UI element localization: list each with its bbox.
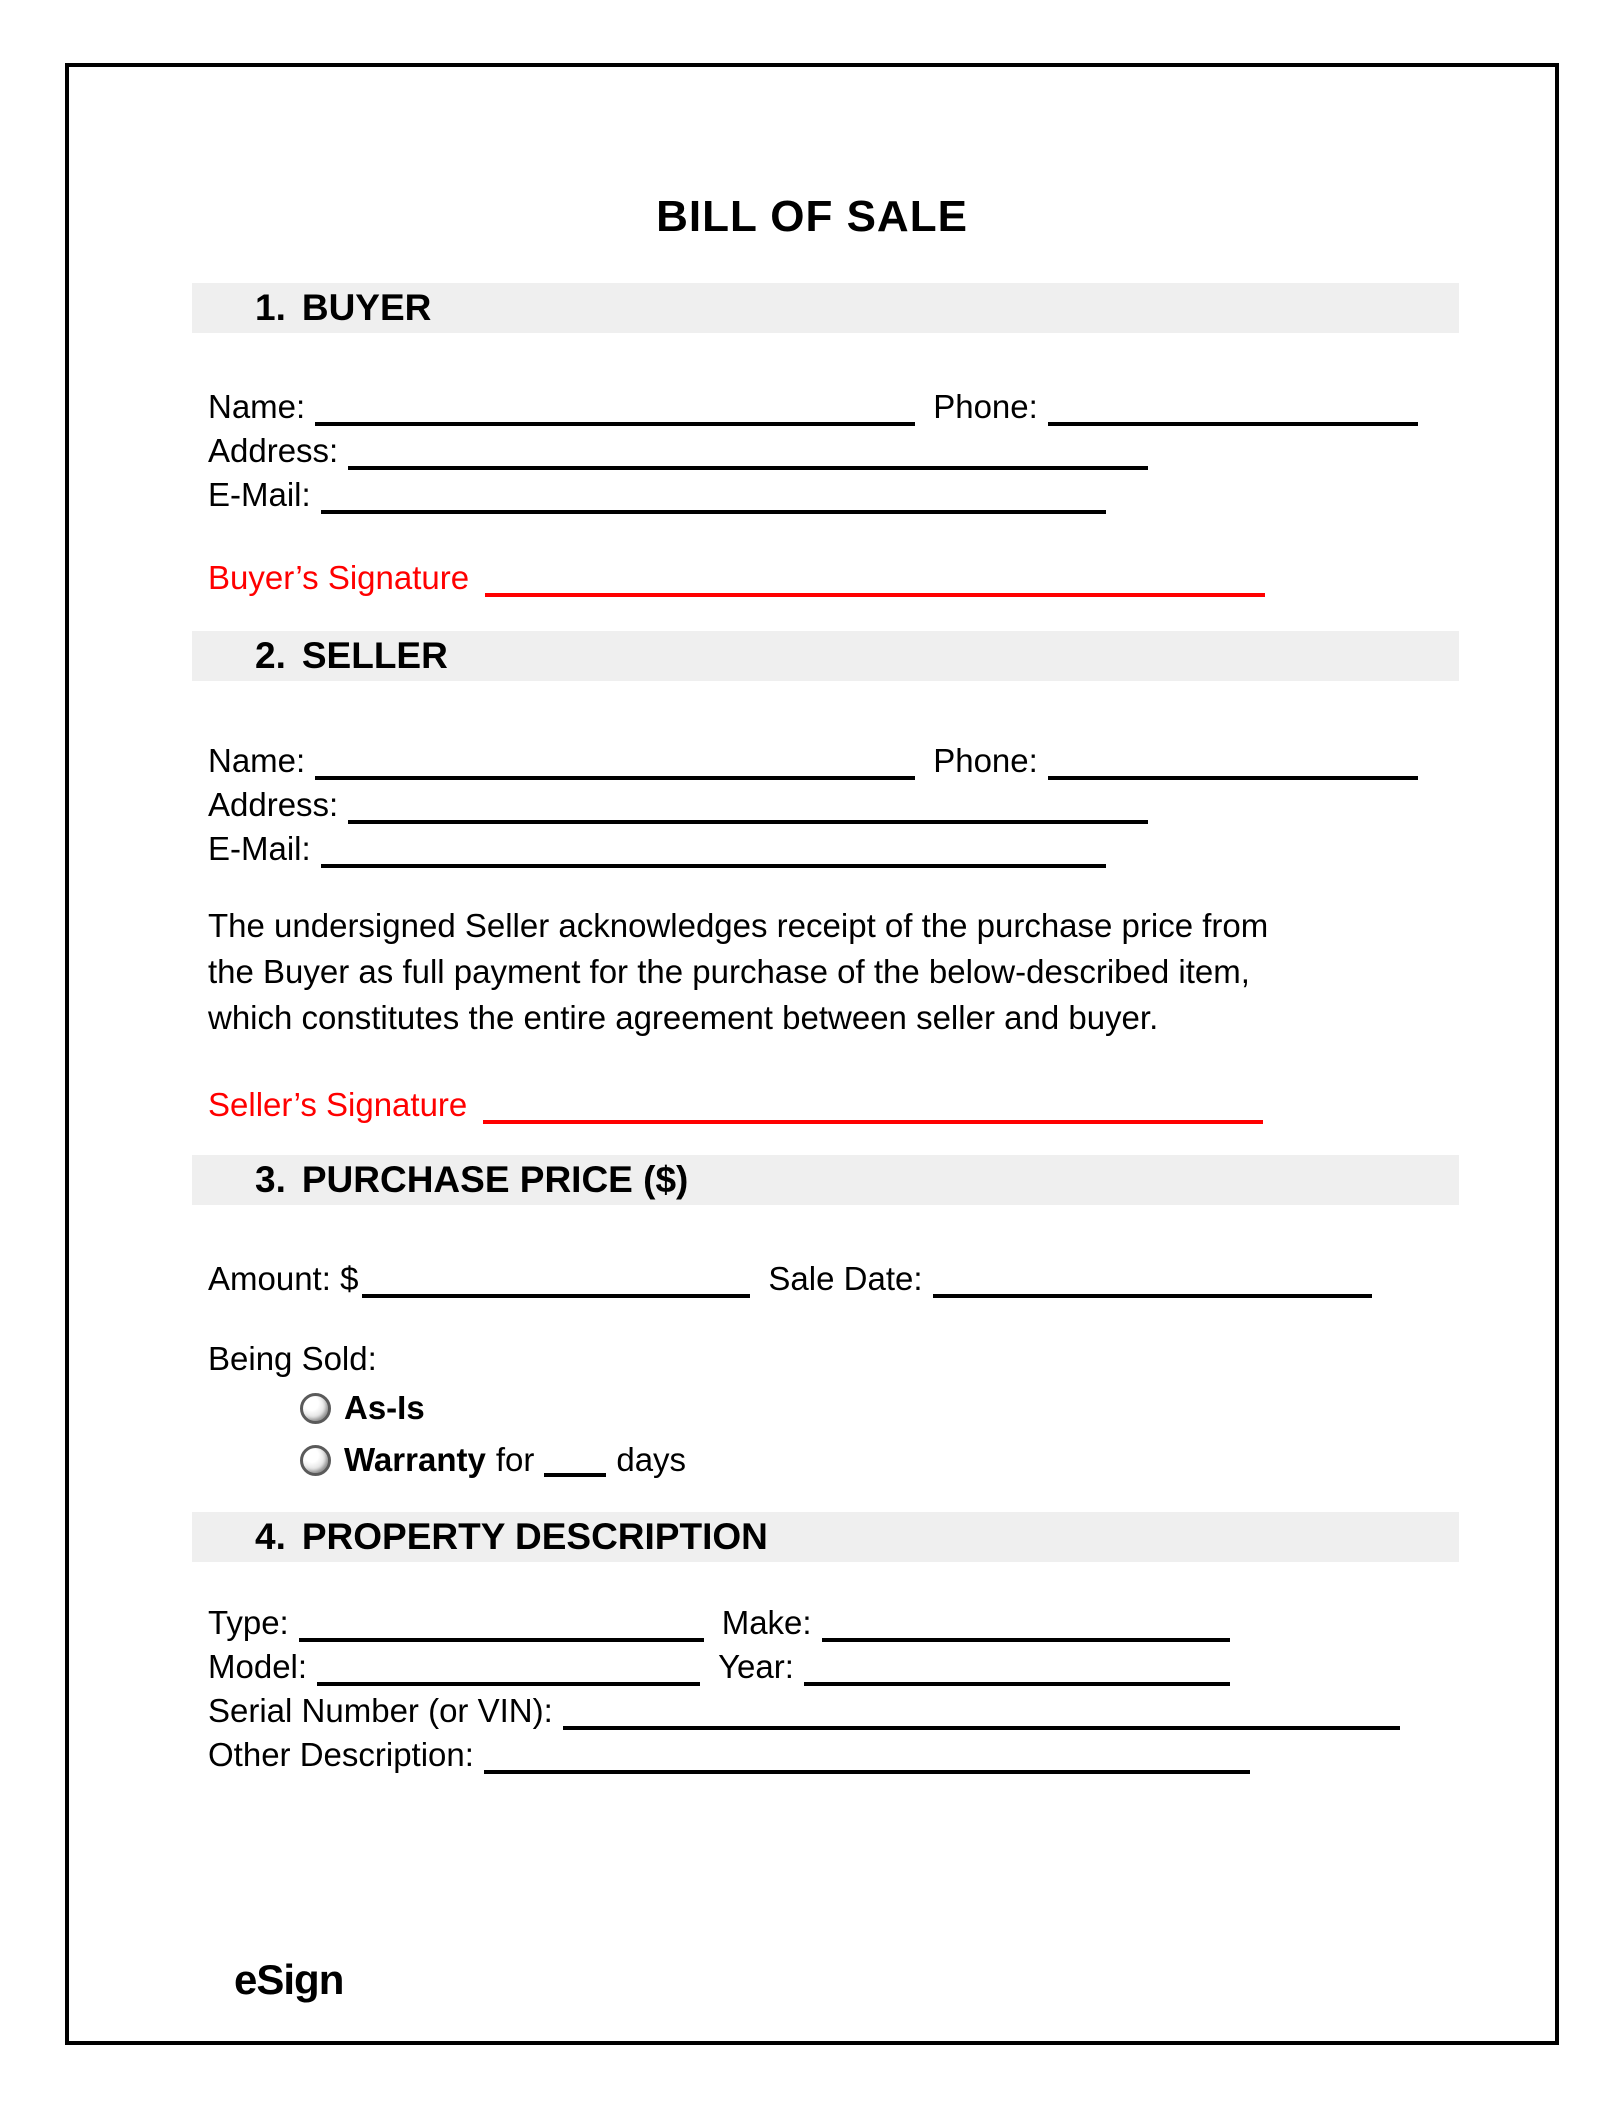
serial-label: Serial Number (or VIN): xyxy=(208,1692,553,1730)
section-header-buyer xyxy=(192,283,1459,333)
as-is-option-label: As-Is xyxy=(344,1389,425,1426)
section-title: SELLER xyxy=(301,635,448,676)
seller-signature-label: Seller’s Signature xyxy=(208,1086,468,1124)
buyer-signature-row xyxy=(208,553,1265,597)
buyer-signature-input[interactable] xyxy=(485,559,1265,597)
section-title: PURCHASE PRICE ($) xyxy=(301,1159,689,1200)
make-input[interactable] xyxy=(822,1604,1230,1642)
acknowledgement-line: which constitutes the entire agreement between seller and buyer. xyxy=(208,999,1159,1036)
section-header-property xyxy=(192,1512,1459,1562)
seller-email-row xyxy=(208,824,1106,868)
seller-name-input[interactable] xyxy=(315,742,915,780)
seller-name-label: Name: xyxy=(208,742,306,780)
sale-date-label: Sale Date: xyxy=(768,1260,923,1298)
sale-date-input[interactable] xyxy=(933,1260,1372,1298)
buyer-email-input[interactable] xyxy=(321,476,1106,514)
type-make-row xyxy=(208,1598,1230,1642)
buyer-signature-label: Buyer’s Signature xyxy=(208,559,470,597)
seller-address-input[interactable] xyxy=(348,786,1148,824)
warranty-days-input[interactable] xyxy=(544,1443,606,1477)
other-description-input[interactable] xyxy=(484,1736,1250,1774)
warranty-option-row xyxy=(300,1438,686,1482)
buyer-email-label: E-Mail: xyxy=(208,476,311,514)
as-is-radio-icon[interactable] xyxy=(300,1393,331,1424)
amount-input[interactable] xyxy=(362,1260,750,1298)
seller-phone-input[interactable] xyxy=(1048,742,1418,780)
year-label: Year: xyxy=(718,1648,794,1686)
section-number: 3. xyxy=(255,1159,286,1200)
type-input[interactable] xyxy=(299,1604,704,1642)
section-number: 4. xyxy=(255,1516,286,1557)
esign-logo: eSign xyxy=(234,1956,344,2003)
being-sold-label: Being Sold: xyxy=(208,1340,377,1377)
amount-label: Amount: $ xyxy=(208,1260,359,1298)
seller-signature-row xyxy=(208,1080,1263,1124)
section-number: 1. xyxy=(255,287,286,328)
seller-address-row xyxy=(208,780,1148,824)
warranty-option-label: Warranty xyxy=(344,1441,486,1478)
seller-email-input[interactable] xyxy=(321,830,1106,868)
section-title: PROPERTY DESCRIPTION xyxy=(301,1516,768,1557)
model-label: Model: xyxy=(208,1648,308,1686)
buyer-email-row xyxy=(208,470,1106,514)
warranty-for-label: for xyxy=(495,1441,535,1478)
section-header-seller xyxy=(192,631,1459,681)
buyer-phone-label: Phone: xyxy=(933,388,1038,426)
model-year-row xyxy=(208,1642,1230,1686)
serial-input[interactable] xyxy=(563,1692,1400,1730)
serial-row xyxy=(208,1686,1400,1730)
seller-name-phone-row xyxy=(208,736,1418,780)
buyer-name-phone-row xyxy=(208,382,1418,426)
buyer-address-input[interactable] xyxy=(348,432,1148,470)
as-is-option-row xyxy=(300,1386,425,1430)
type-label: Type: xyxy=(208,1604,289,1642)
section-number: 2. xyxy=(255,635,286,676)
buyer-name-input[interactable] xyxy=(315,388,915,426)
buyer-address-label: Address: xyxy=(208,432,339,470)
buyer-address-row xyxy=(208,426,1148,470)
buyer-name-label: Name: xyxy=(208,388,306,426)
seller-acknowledgement-text xyxy=(208,903,1468,1041)
other-description-row xyxy=(208,1730,1250,1774)
seller-email-label: E-Mail: xyxy=(208,830,311,868)
seller-phone-label: Phone: xyxy=(933,742,1038,780)
section-title: BUYER xyxy=(301,287,432,328)
warranty-days-label: days xyxy=(616,1441,687,1478)
year-input[interactable] xyxy=(804,1648,1230,1686)
seller-address-label: Address: xyxy=(208,786,339,824)
seller-signature-input[interactable] xyxy=(483,1086,1263,1124)
make-label: Make: xyxy=(721,1604,812,1642)
acknowledgement-line: the Buyer as full payment for the purchase of the below-described item, xyxy=(208,953,1250,990)
section-header-purchase-price xyxy=(192,1155,1459,1205)
other-description-label: Other Description: xyxy=(208,1736,474,1774)
warranty-radio-icon[interactable] xyxy=(300,1445,331,1476)
model-input[interactable] xyxy=(317,1648,700,1686)
acknowledgement-line: The undersigned Seller acknowledges receipt of the purchase price from xyxy=(208,907,1269,944)
amount-saledate-row xyxy=(208,1254,1372,1298)
document-title: BILL OF SALE xyxy=(656,192,968,241)
buyer-phone-input[interactable] xyxy=(1048,388,1418,426)
